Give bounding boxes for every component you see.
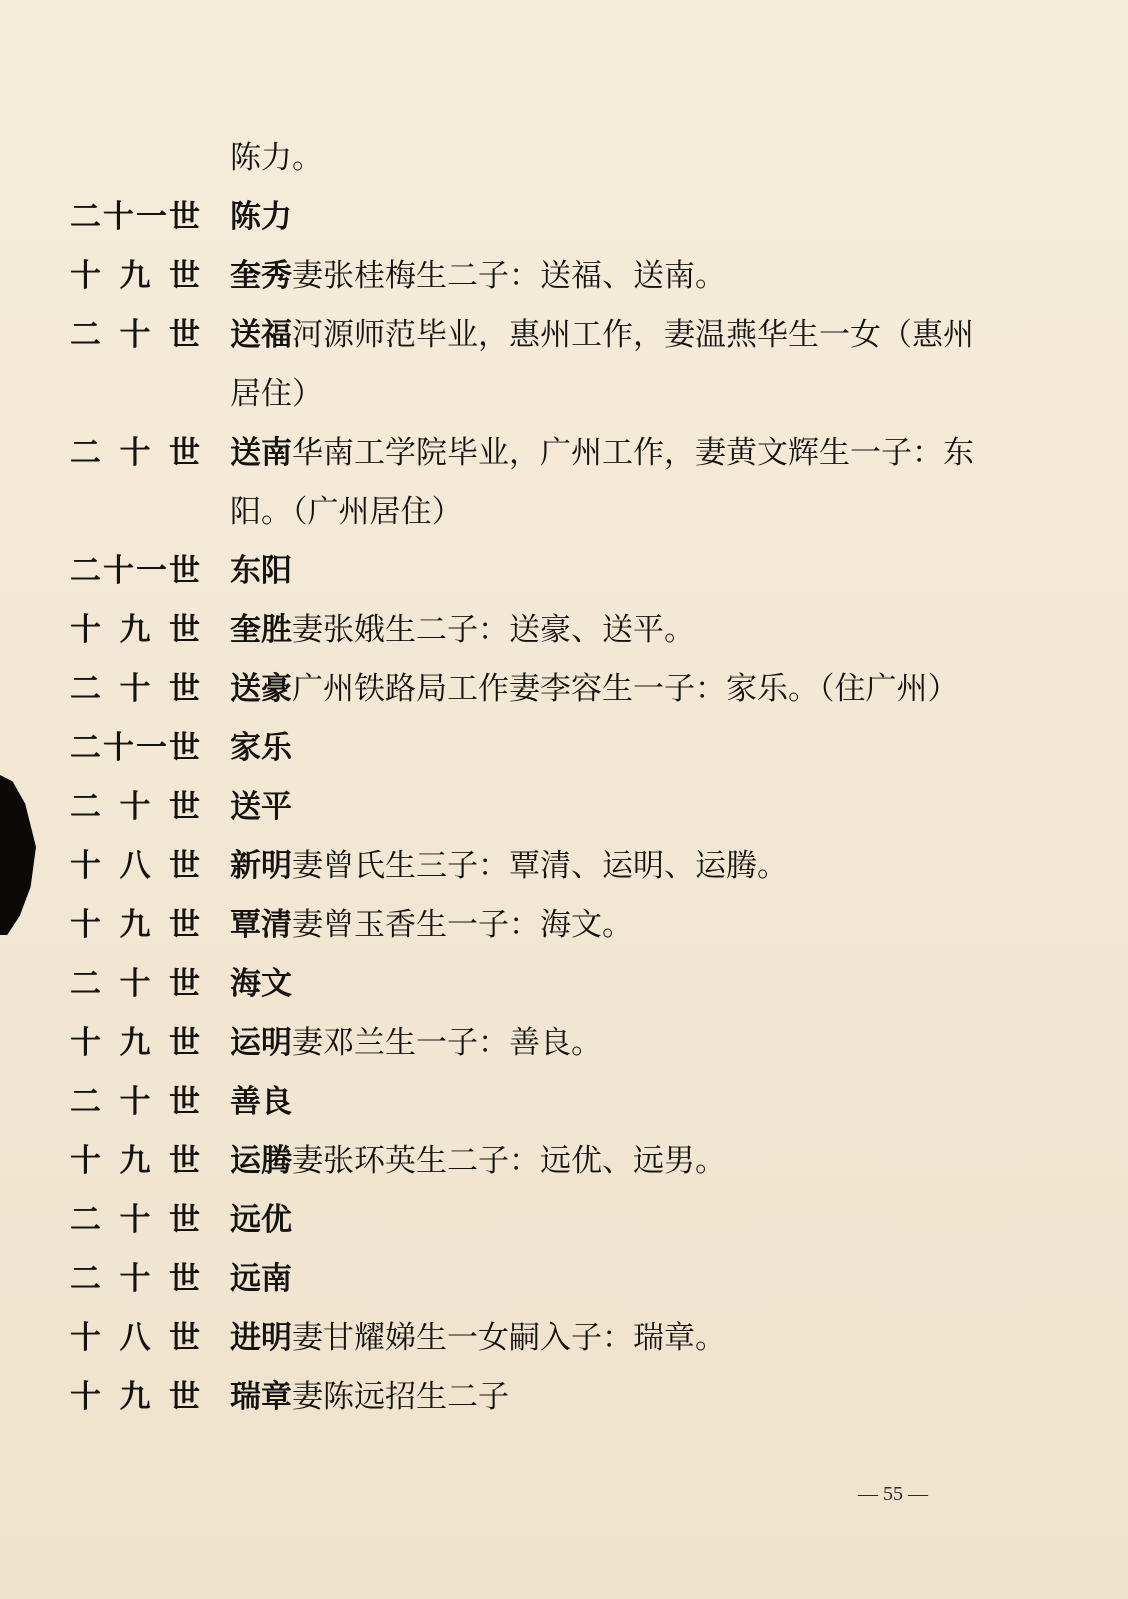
entry-row <box>70 964 1070 1004</box>
entry-content <box>230 1377 509 1417</box>
person-name: 东阳 <box>230 553 292 589</box>
entry-row <box>70 1082 1070 1122</box>
entry-content <box>230 1141 726 1181</box>
generation-label: 二 十 一 世 <box>70 199 200 235</box>
person-name: 送南 <box>230 435 292 471</box>
entry-row <box>70 492 1070 532</box>
entry-row <box>70 669 1070 709</box>
entry-content <box>230 138 323 178</box>
entry-row <box>70 197 1070 237</box>
entry-content <box>230 256 726 296</box>
entry-row <box>70 138 1070 178</box>
entry-row <box>70 846 1070 886</box>
entry-content <box>230 728 292 768</box>
generation-label: 二 十 世 <box>70 789 200 825</box>
person-name: 送平 <box>230 789 292 825</box>
entry-text: 妻邓兰生一子：善良。 <box>292 1025 602 1061</box>
person-name: 奎秀 <box>230 258 292 294</box>
entry-row <box>70 905 1070 945</box>
entry-content <box>230 1318 726 1358</box>
entry-row <box>70 728 1070 768</box>
entry-text: 妻甘耀娣生一女嗣入子：瑞章。 <box>292 1320 726 1356</box>
entry-text: 居住） <box>230 376 323 412</box>
entry-text: 妻张环英生二子：远优、远男。 <box>292 1143 726 1179</box>
entry-row <box>70 787 1070 827</box>
entry-row <box>70 315 1070 355</box>
entry-text: 妻张桂梅生二子：送福、送南。 <box>292 258 726 294</box>
person-name: 新明 <box>230 848 292 884</box>
generation-label: 十 九 世 <box>70 1143 200 1179</box>
person-name: 送福 <box>230 317 292 353</box>
generation-label: 十 九 世 <box>70 258 200 294</box>
entry-content <box>230 669 959 709</box>
entry-content <box>230 315 974 355</box>
entry-row <box>70 610 1070 650</box>
entry-row <box>70 1023 1070 1063</box>
entry-content <box>230 964 292 1004</box>
generation-label: 十 八 世 <box>70 1320 200 1356</box>
entry-row <box>70 1259 1070 1299</box>
entry-content <box>230 433 974 473</box>
person-name: 奎胜 <box>230 612 292 648</box>
generation-label: 十 九 世 <box>70 1379 200 1415</box>
entry-content <box>230 846 788 886</box>
generation-label: 十 九 世 <box>70 1025 200 1061</box>
generation-label: 二 十 世 <box>70 1261 200 1297</box>
entry-content <box>230 1023 602 1063</box>
entry-content <box>230 551 292 591</box>
entry-content <box>230 1082 292 1122</box>
entry-content <box>230 610 695 650</box>
entry-row <box>70 551 1070 591</box>
generation-label: 十 九 世 <box>70 612 200 648</box>
entry-text: 妻曾玉香生一子：海文。 <box>292 907 633 943</box>
entry-content <box>230 1200 292 1240</box>
entry-text: 妻张娥生二子：送豪、送平。 <box>292 612 695 648</box>
entry-content <box>230 492 463 532</box>
entry-content <box>230 787 292 827</box>
page-number: — 55 — <box>858 1483 928 1505</box>
generation-label: 二 十 世 <box>70 671 200 707</box>
person-name: 善良 <box>230 1084 292 1120</box>
generation-label: 二 十 世 <box>70 966 200 1002</box>
generation-label: 二 十 世 <box>70 317 200 353</box>
entry-text: 华南工学院毕业，广州工作，妻黄文辉生一子：东 <box>292 435 974 471</box>
entry-text: 河源师范毕业，惠州工作，妻温燕华生一女（惠州 <box>292 317 974 353</box>
generation-label: 十 八 世 <box>70 848 200 884</box>
person-name: 海文 <box>230 966 292 1002</box>
entry-content <box>230 1259 292 1299</box>
person-name: 运腾 <box>230 1143 292 1179</box>
person-name: 瑞章 <box>230 1379 292 1415</box>
person-name: 远南 <box>230 1261 292 1297</box>
generation-label: 二 十 一 世 <box>70 553 200 589</box>
entry-row <box>70 256 1070 296</box>
entry-text: 阳。（广州居住） <box>230 494 463 530</box>
entry-content <box>230 374 323 414</box>
entry-row <box>70 1200 1070 1240</box>
entry-row <box>70 1377 1070 1417</box>
entry-text: 广州铁路局工作妻李容生一子：家乐。（住广州） <box>292 671 959 707</box>
entry-content <box>230 905 633 945</box>
entry-content <box>230 197 292 237</box>
entry-row <box>70 433 1070 473</box>
entry-row <box>70 1141 1070 1181</box>
person-name: 陈力 <box>230 199 292 235</box>
entry-row <box>70 374 1070 414</box>
person-name: 运明 <box>230 1025 292 1061</box>
person-name: 远优 <box>230 1202 292 1238</box>
generation-label: 二 十 世 <box>70 435 200 471</box>
entry-row <box>70 1318 1070 1358</box>
person-name: 覃清 <box>230 907 292 943</box>
entry-text: 妻曾氏生三子：覃清、运明、运腾。 <box>292 848 788 884</box>
generation-label: 二 十 一 世 <box>70 730 200 766</box>
generation-label: 二 十 世 <box>70 1202 200 1238</box>
entry-text: 陈力。 <box>230 140 323 176</box>
generation-label: 十 九 世 <box>70 907 200 943</box>
generation-label: 二 十 世 <box>70 1084 200 1120</box>
entry-text: 妻陈远招生二子 <box>292 1379 509 1415</box>
person-name: 送豪 <box>230 671 292 707</box>
person-name: 家乐 <box>230 730 292 766</box>
person-name: 进明 <box>230 1320 292 1356</box>
